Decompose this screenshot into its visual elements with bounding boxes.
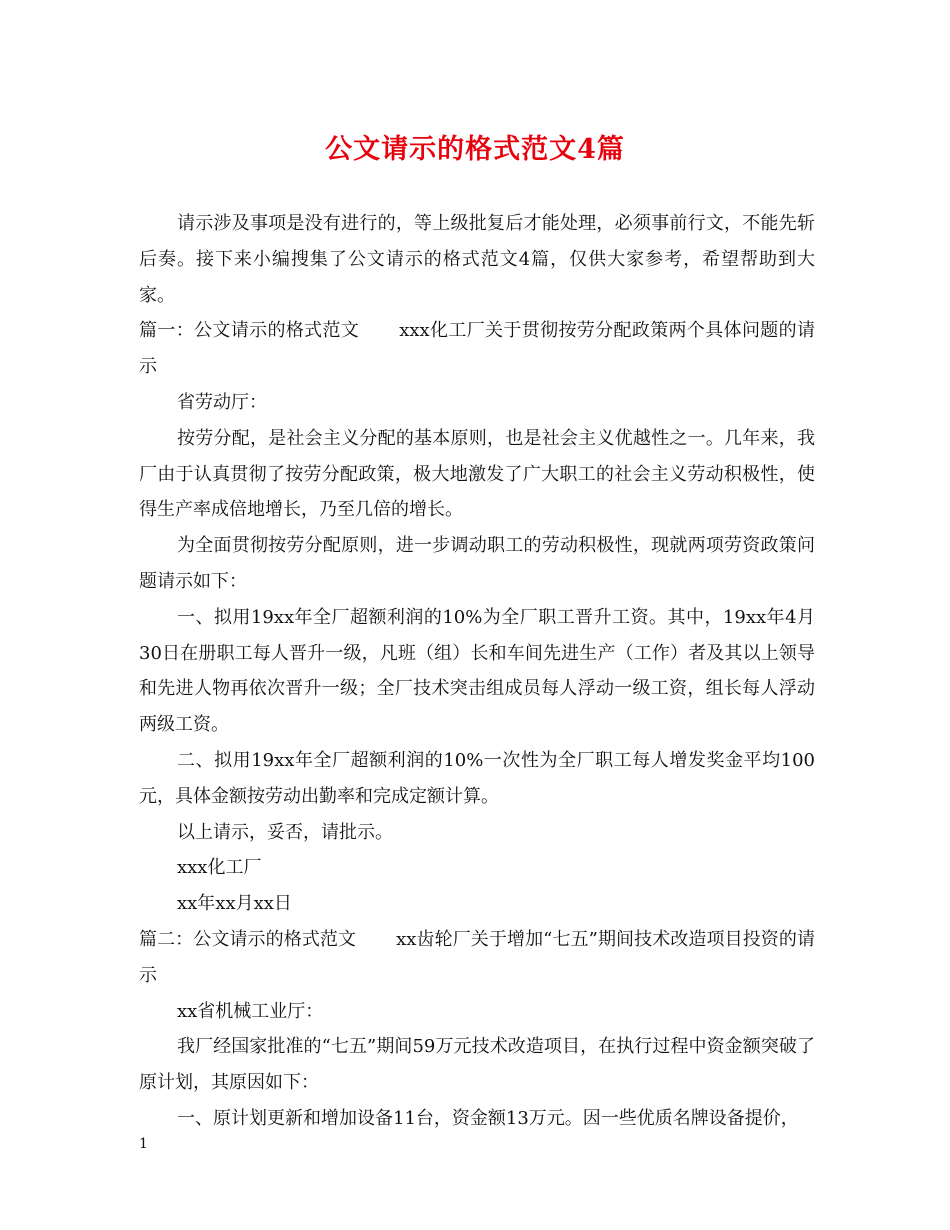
intro-paragraph: 请示涉及事项是没有进行的，等上级批复后才能处理，必须事前行文，不能先斩后奏。接下来小编搜集了公文请示的格式范文4篇，仅供大家参考，希望帮助到大家。: [139, 213, 815, 306]
article1-paragraph-1: 按劳分配，是社会主义分配的基本原则，也是社会主义优越性之一。几年来，我厂由于认真贯彻了按劳分配政策，极大地激发了广大职工的社会主义劳动积极性，使得生产率成倍地增长，乃至几倍的增长。: [139, 427, 815, 521]
article1-date: xx年xx月xx日: [177, 893, 292, 915]
article1-recipient: 省劳动厅：: [177, 391, 267, 413]
page-number: 1: [139, 1136, 148, 1152]
article2-label: 篇二：公文请示的格式范文: [139, 928, 357, 950]
article1-closing: 以上请示，妥否，请批示。: [177, 821, 393, 843]
article1-item-2: 二、拟用19xx年全厂超额利润的10%一次性为全厂职工每人增发奖金平均100元，具体金额按劳动出勤率和完成定额计算。: [139, 749, 815, 807]
article1-item-1: 一、拟用19xx年全厂超额利润的10%为全厂职工晋升工资。其中，19xx年4月30日在册职工每人晋升一级，凡班（组）长和车间先进生产（工作）者及其以上领导和先进人物再依次晋升一级；全厂技术突击组成员每人浮动一级工资，组长每人浮动两级工资。: [139, 606, 815, 736]
article1-heading: xxx化工厂关于贯彻按劳分配政策两个具体问题的请示: [139, 320, 816, 378]
article1-paragraph-2: 为全面贯彻按劳分配原则，进一步调动职工的劳动积极性，现就两项劳资政策问题请示如下：: [139, 535, 815, 592]
article2-item-1: 一、原计划更新和增加设备11台，资金额13万元。因一些优质名牌设备提价，: [177, 1107, 799, 1129]
article2-heading: xx齿轮厂关于增加“七五”期间技术改造项目投资的请示: [139, 928, 815, 986]
document-title: 公文请示的格式范文4篇: [325, 134, 625, 165]
document-body: [139, 206, 815, 1137]
article2-paragraph-1: 我厂经国家批准的“七五”期间59万元技术改造项目，在执行过程中资金额突破了原计划，其原因如下：: [139, 1036, 815, 1094]
article1-signature: xxx化工厂: [177, 857, 262, 879]
article2-heading-line: [139, 922, 815, 994]
article1-heading-line: [139, 313, 815, 385]
article1-label: 篇一：公文请示的格式范文: [139, 320, 360, 342]
article2-recipient: xx省机械工业厅：: [177, 1000, 324, 1022]
